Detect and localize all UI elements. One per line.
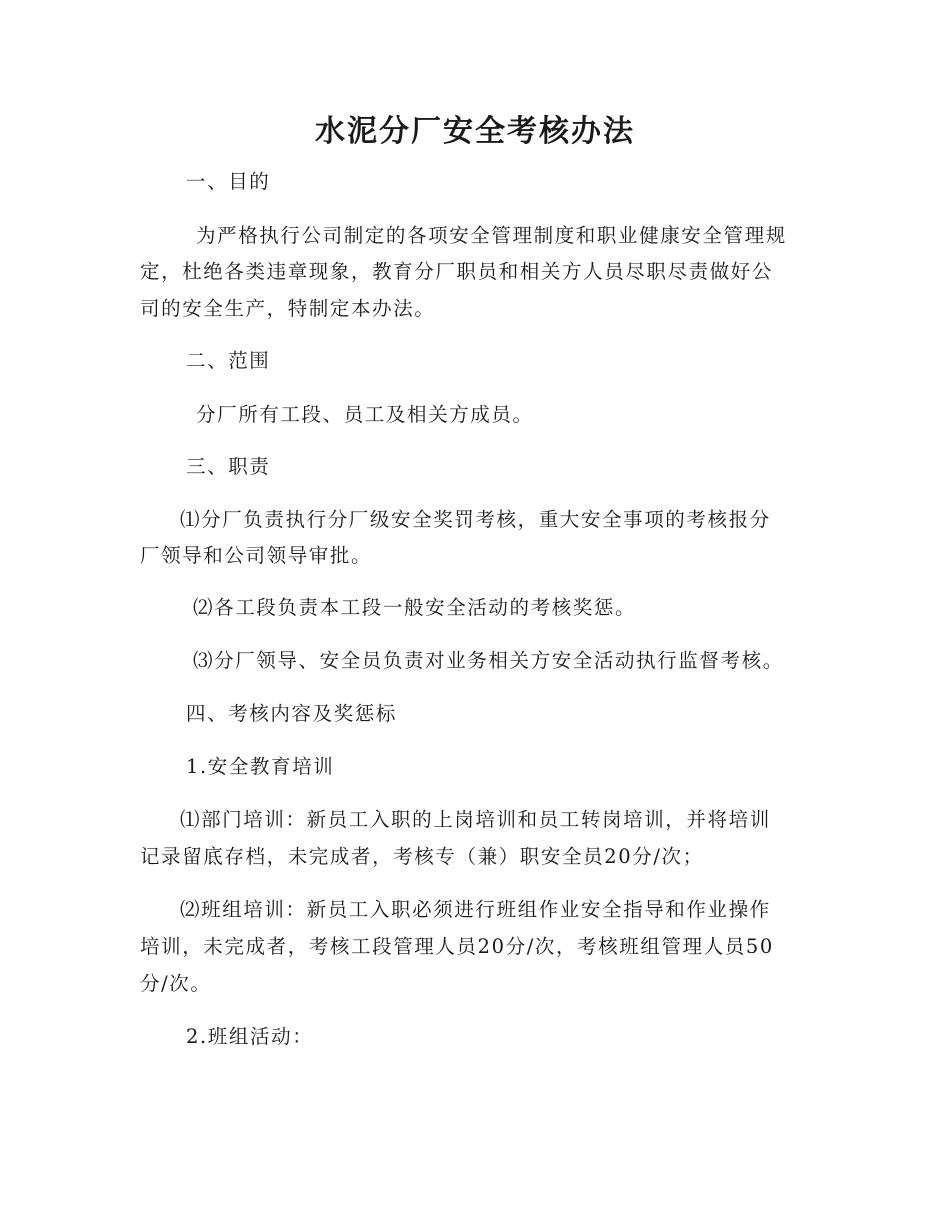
- section-heading-assessment: 四、考核内容及奖惩标: [186, 702, 398, 725]
- paragraph-line: 定，杜绝各类违章现象，教育分厂职员和相关方人员尽职尽责做好公: [140, 260, 774, 283]
- paragraph-line: 司的安全生产，特制定本办法。: [140, 297, 436, 320]
- paragraph-line: 厂领导和公司领导审批。: [140, 544, 373, 567]
- section-heading-scope: 二、范围: [186, 349, 271, 372]
- paragraph-line: ⑵各工段负责本工段一般安全活动的考核奖惩。: [193, 596, 637, 619]
- paragraph-line: 记录留底存档，未完成者，考核专（兼）职安全员20分/次；: [140, 845, 704, 868]
- paragraph-line: ⑶分厂领导、安全员负责对业务相关方安全活动执行监督考核。: [193, 649, 784, 672]
- paragraph-line: ⑴分厂负责执行分厂级安全奖罚考核，重大安全事项的考核报分: [180, 508, 771, 531]
- paragraph-line: ⑴部门培训：新员工入职的上岗培训和员工转岗培训，并将培训: [180, 808, 771, 831]
- subsection-heading-team-activities: 2.班组活动：: [186, 1025, 314, 1048]
- paragraph-line: ⑵班组培训：新员工入职必须进行班组作业安全指导和作业操作: [180, 898, 771, 921]
- paragraph-line: 培训，未完成者，考核工段管理人员20分/次，考核班组管理人员50: [140, 935, 774, 958]
- document-title: 水泥分厂安全考核办法: [315, 114, 635, 149]
- paragraph-line: 分厂所有工段、员工及相关方成员。: [196, 403, 534, 426]
- section-heading-purpose: 一、目的: [186, 170, 271, 193]
- paragraph-line: 分/次。: [140, 972, 212, 995]
- subsection-heading-training: 1.安全教育培训: [186, 755, 335, 778]
- section-heading-responsibilities: 三、职责: [186, 455, 271, 478]
- paragraph-line: 为严格执行公司制定的各项安全管理制度和职业健康安全管理规: [196, 224, 787, 247]
